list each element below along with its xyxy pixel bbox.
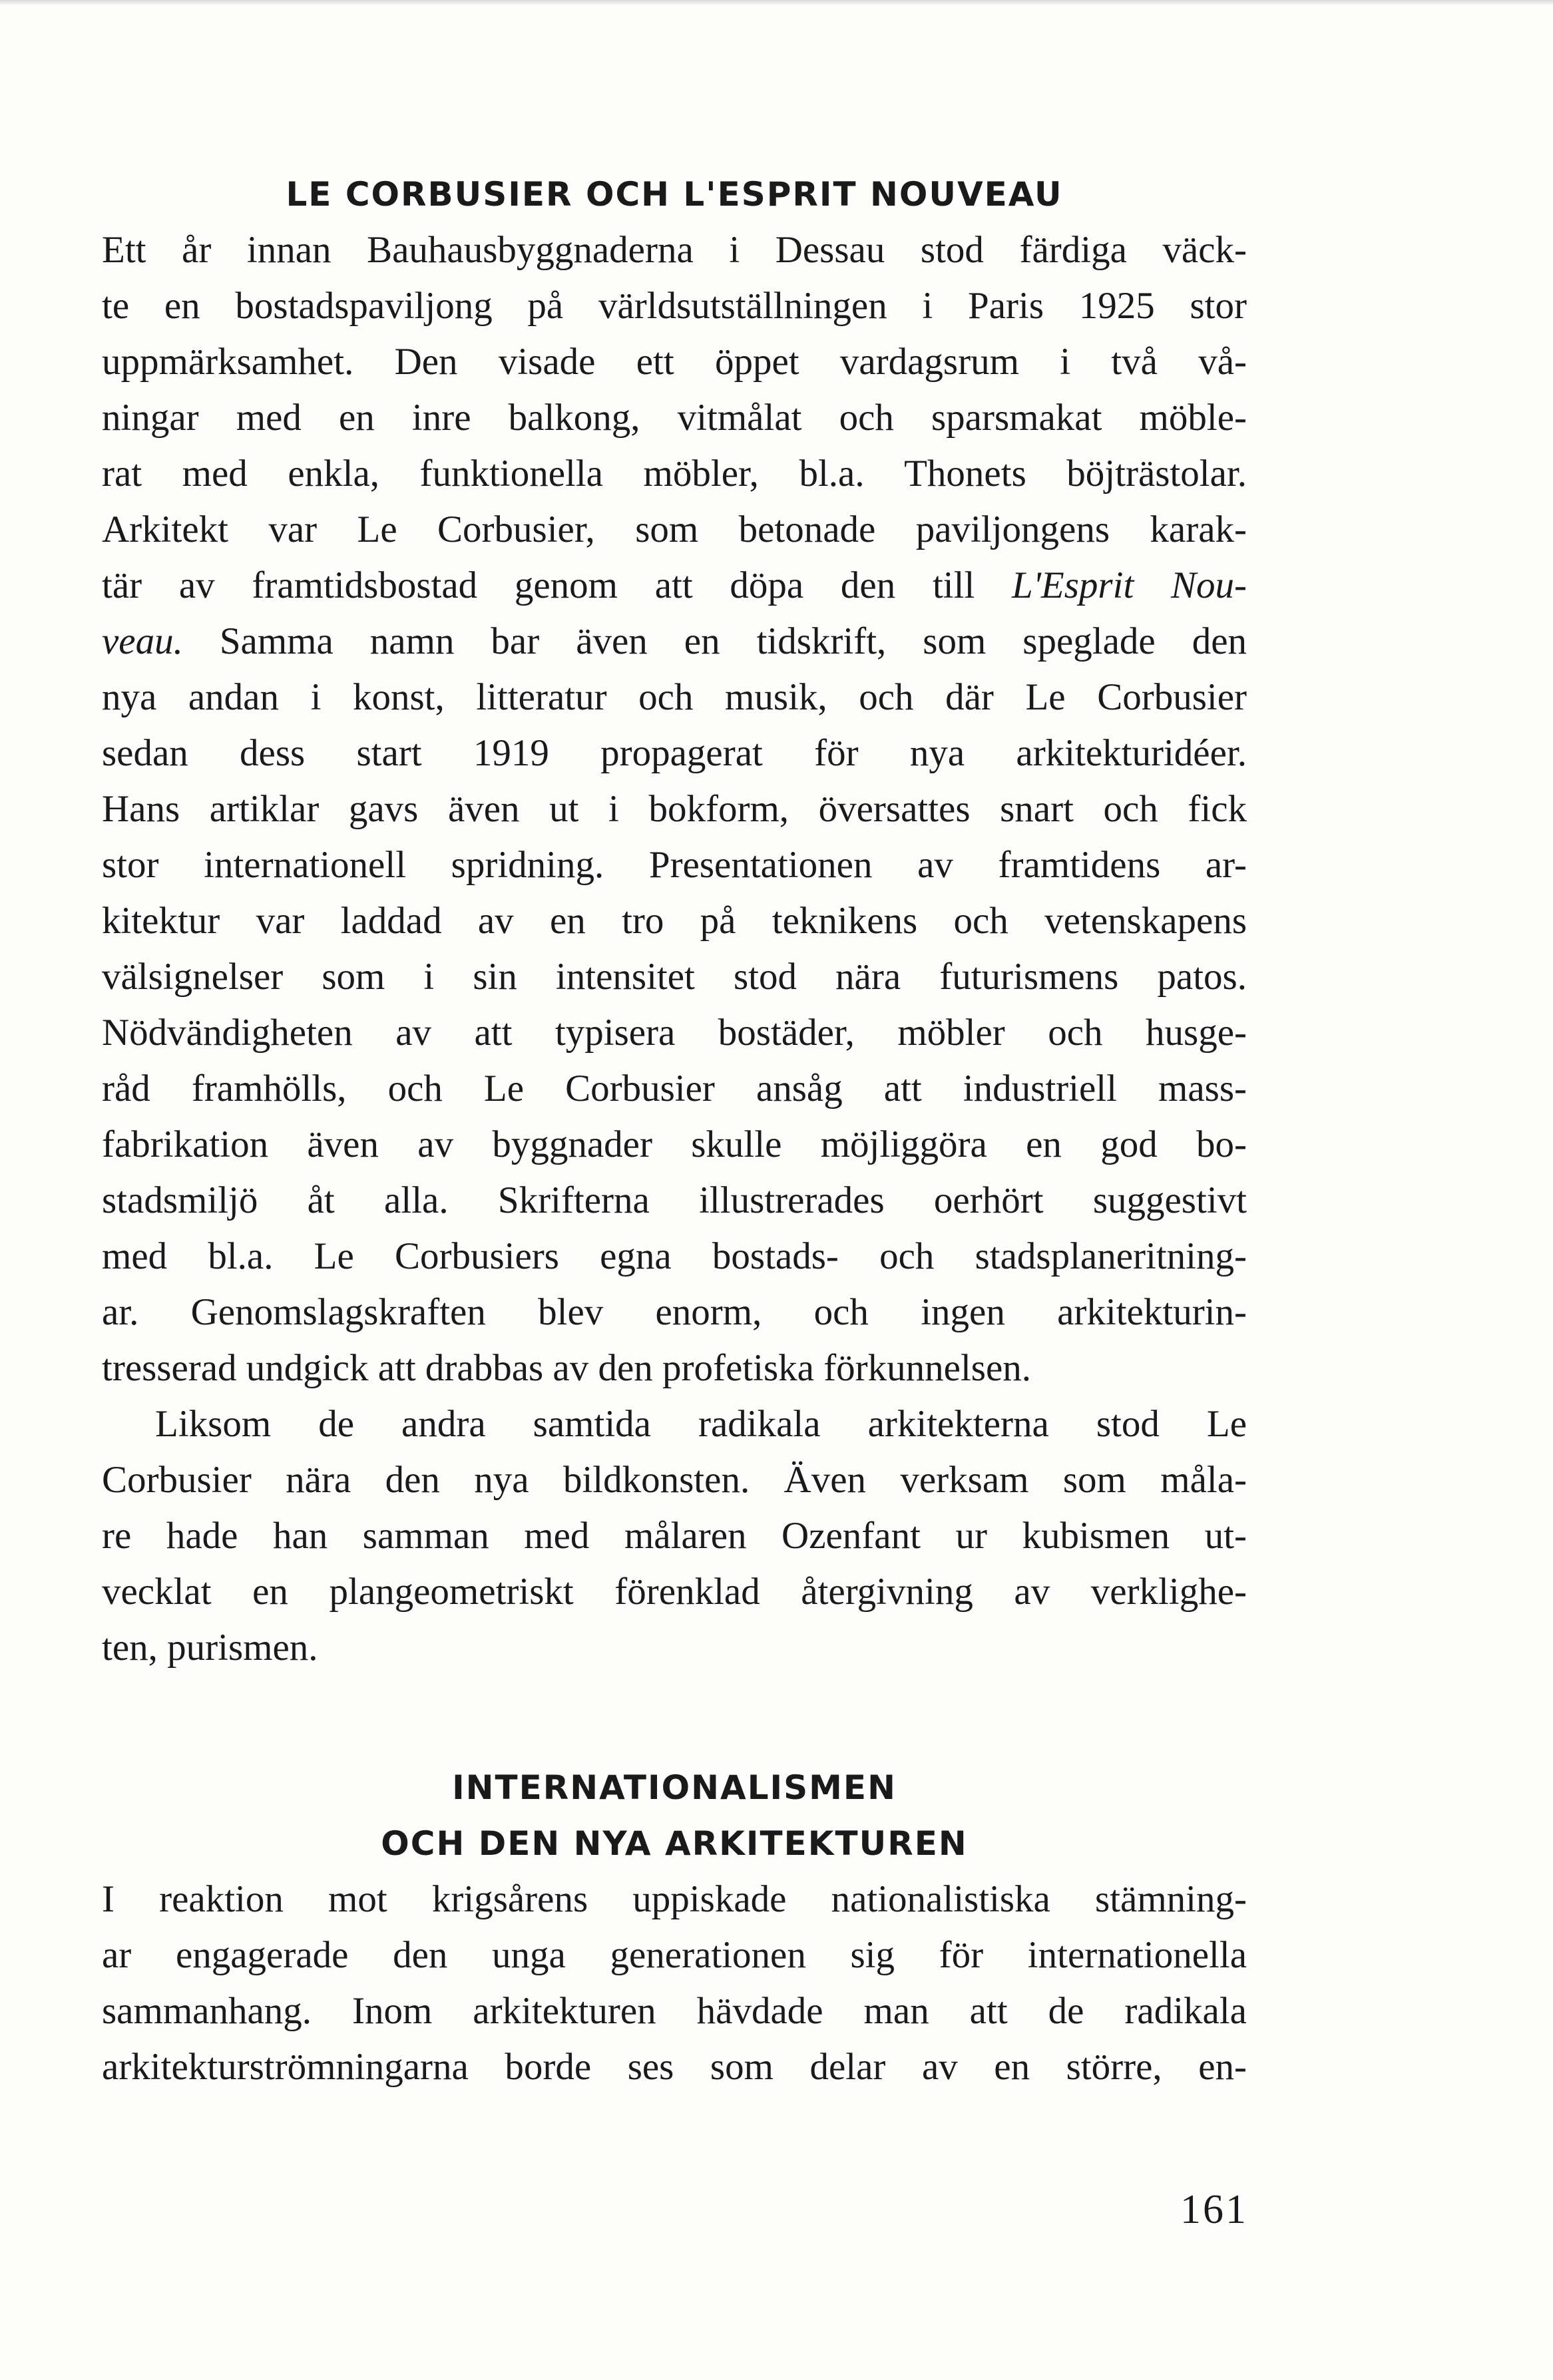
paragraph-le-corbusier-1 [102, 222, 1247, 1396]
text-line: Liksom de andra samtida radikala arkitekterna stod Le [155, 1403, 1247, 1445]
text-line: sammanhang. Inom arkitekturen hävdade man att de radikala [102, 1990, 1247, 2032]
page-number: 161 [1180, 2187, 1248, 2232]
book-page [102, 166, 1247, 2095]
text-line: uppmärksamhet. Den visade ett öppet vardagsrum i två vå- [102, 341, 1247, 383]
text-line: ar engagerade den unga generationen sig för internationella [102, 1934, 1247, 1976]
text-line: Ett år innan Bauhausbyggnaderna i Dessau stod färdiga väck- [102, 229, 1247, 271]
text-line: veau. Samma namn bar även en tidskrift, som speglade den [102, 620, 1247, 662]
text-line: vecklat en plangeometriskt förenklad återgivning av verklighe- [102, 1571, 1247, 1613]
text-line: re hade han samman med målaren Ozenfant ur kubismen ut- [102, 1515, 1247, 1557]
text-line: med bl.a. Le Corbusiers egna bostads- och stadsplaneritning- [102, 1235, 1247, 1277]
italic-title: veau. [102, 620, 183, 662]
paragraph-le-corbusier-2 [102, 1396, 1247, 1676]
text-line: nya andan i konst, litteratur och musik, och där Le Corbusier [102, 676, 1247, 718]
italic-title: L'Esprit Nou- [1012, 564, 1247, 606]
heading-line: LE CORBUSIER OCH L'ESPRIT NOUVEAU [286, 175, 1063, 214]
text-line: tär av framtidsbostad genom att döpa den till L'Esprit Nou- [102, 564, 1247, 606]
page-top-edge [0, 0, 1553, 5]
section-gap [102, 1676, 1247, 1760]
text-line: Corbusier nära den nya bildkonsten. Även verksam som måla- [102, 1459, 1247, 1501]
text-line: I reaktion mot krigsårens uppiskade nationalistiska stämning- [102, 1878, 1247, 1920]
text-line: ar. Genomslagskraften blev enorm, och ingen arkitekturin- [102, 1291, 1247, 1333]
heading-line: INTERNATIONALISMEN [452, 1768, 897, 1807]
text-line: råd framhölls, och Le Corbusier ansåg att industriell mass- [102, 1068, 1247, 1109]
text-line: välsignelser som i sin intensitet stod nära futurismens patos. [102, 956, 1247, 998]
text-line: kitektur var laddad av en tro på teknikens och vetenskapens [102, 900, 1247, 942]
heading-line: OCH DEN NYA ARKITEKTUREN [381, 1824, 968, 1863]
text-line: te en bostadspaviljong på världsutställningen i Paris 1925 stor [102, 285, 1247, 327]
text-line: sedan dess start 1919 propagerat för nya arkitekturidéer. [102, 732, 1247, 774]
section-heading-le-corbusier [102, 166, 1247, 222]
text-line: Arkitekt var Le Corbusier, som betonade paviljongens karak- [102, 508, 1247, 550]
section-heading-internationalismen [102, 1760, 1247, 1872]
text-line: fabrikation även av byggnader skulle möjliggöra en god bo- [102, 1123, 1247, 1165]
text-line: rat med enkla, funktionella möbler, bl.a. Thonets böjträstolar. [102, 453, 1247, 495]
text-line: stor internationell spridning. Presentationen av framtidens ar- [102, 844, 1247, 886]
text-line: Nödvändigheten av att typisera bostäder, möbler och husge- [102, 1012, 1247, 1054]
text-line: stadsmiljö åt alla. Skrifterna illustrerades oerhört suggestivt [102, 1179, 1247, 1221]
text-line: arkitekturströmningarna borde ses som delar av en större, en- [102, 2046, 1247, 2088]
text-line: ningar med en inre balkong, vitmålat och sparsmakat möble- [102, 397, 1247, 439]
text-line: Hans artiklar gavs även ut i bokform, översattes snart och fick [102, 788, 1247, 830]
text-line: tresserad undgick att drabbas av den profetiska förkunnelsen. [102, 1347, 1032, 1389]
text-line: ten, purismen. [102, 1627, 318, 1669]
paragraph-internationalismen-1 [102, 1872, 1247, 2095]
